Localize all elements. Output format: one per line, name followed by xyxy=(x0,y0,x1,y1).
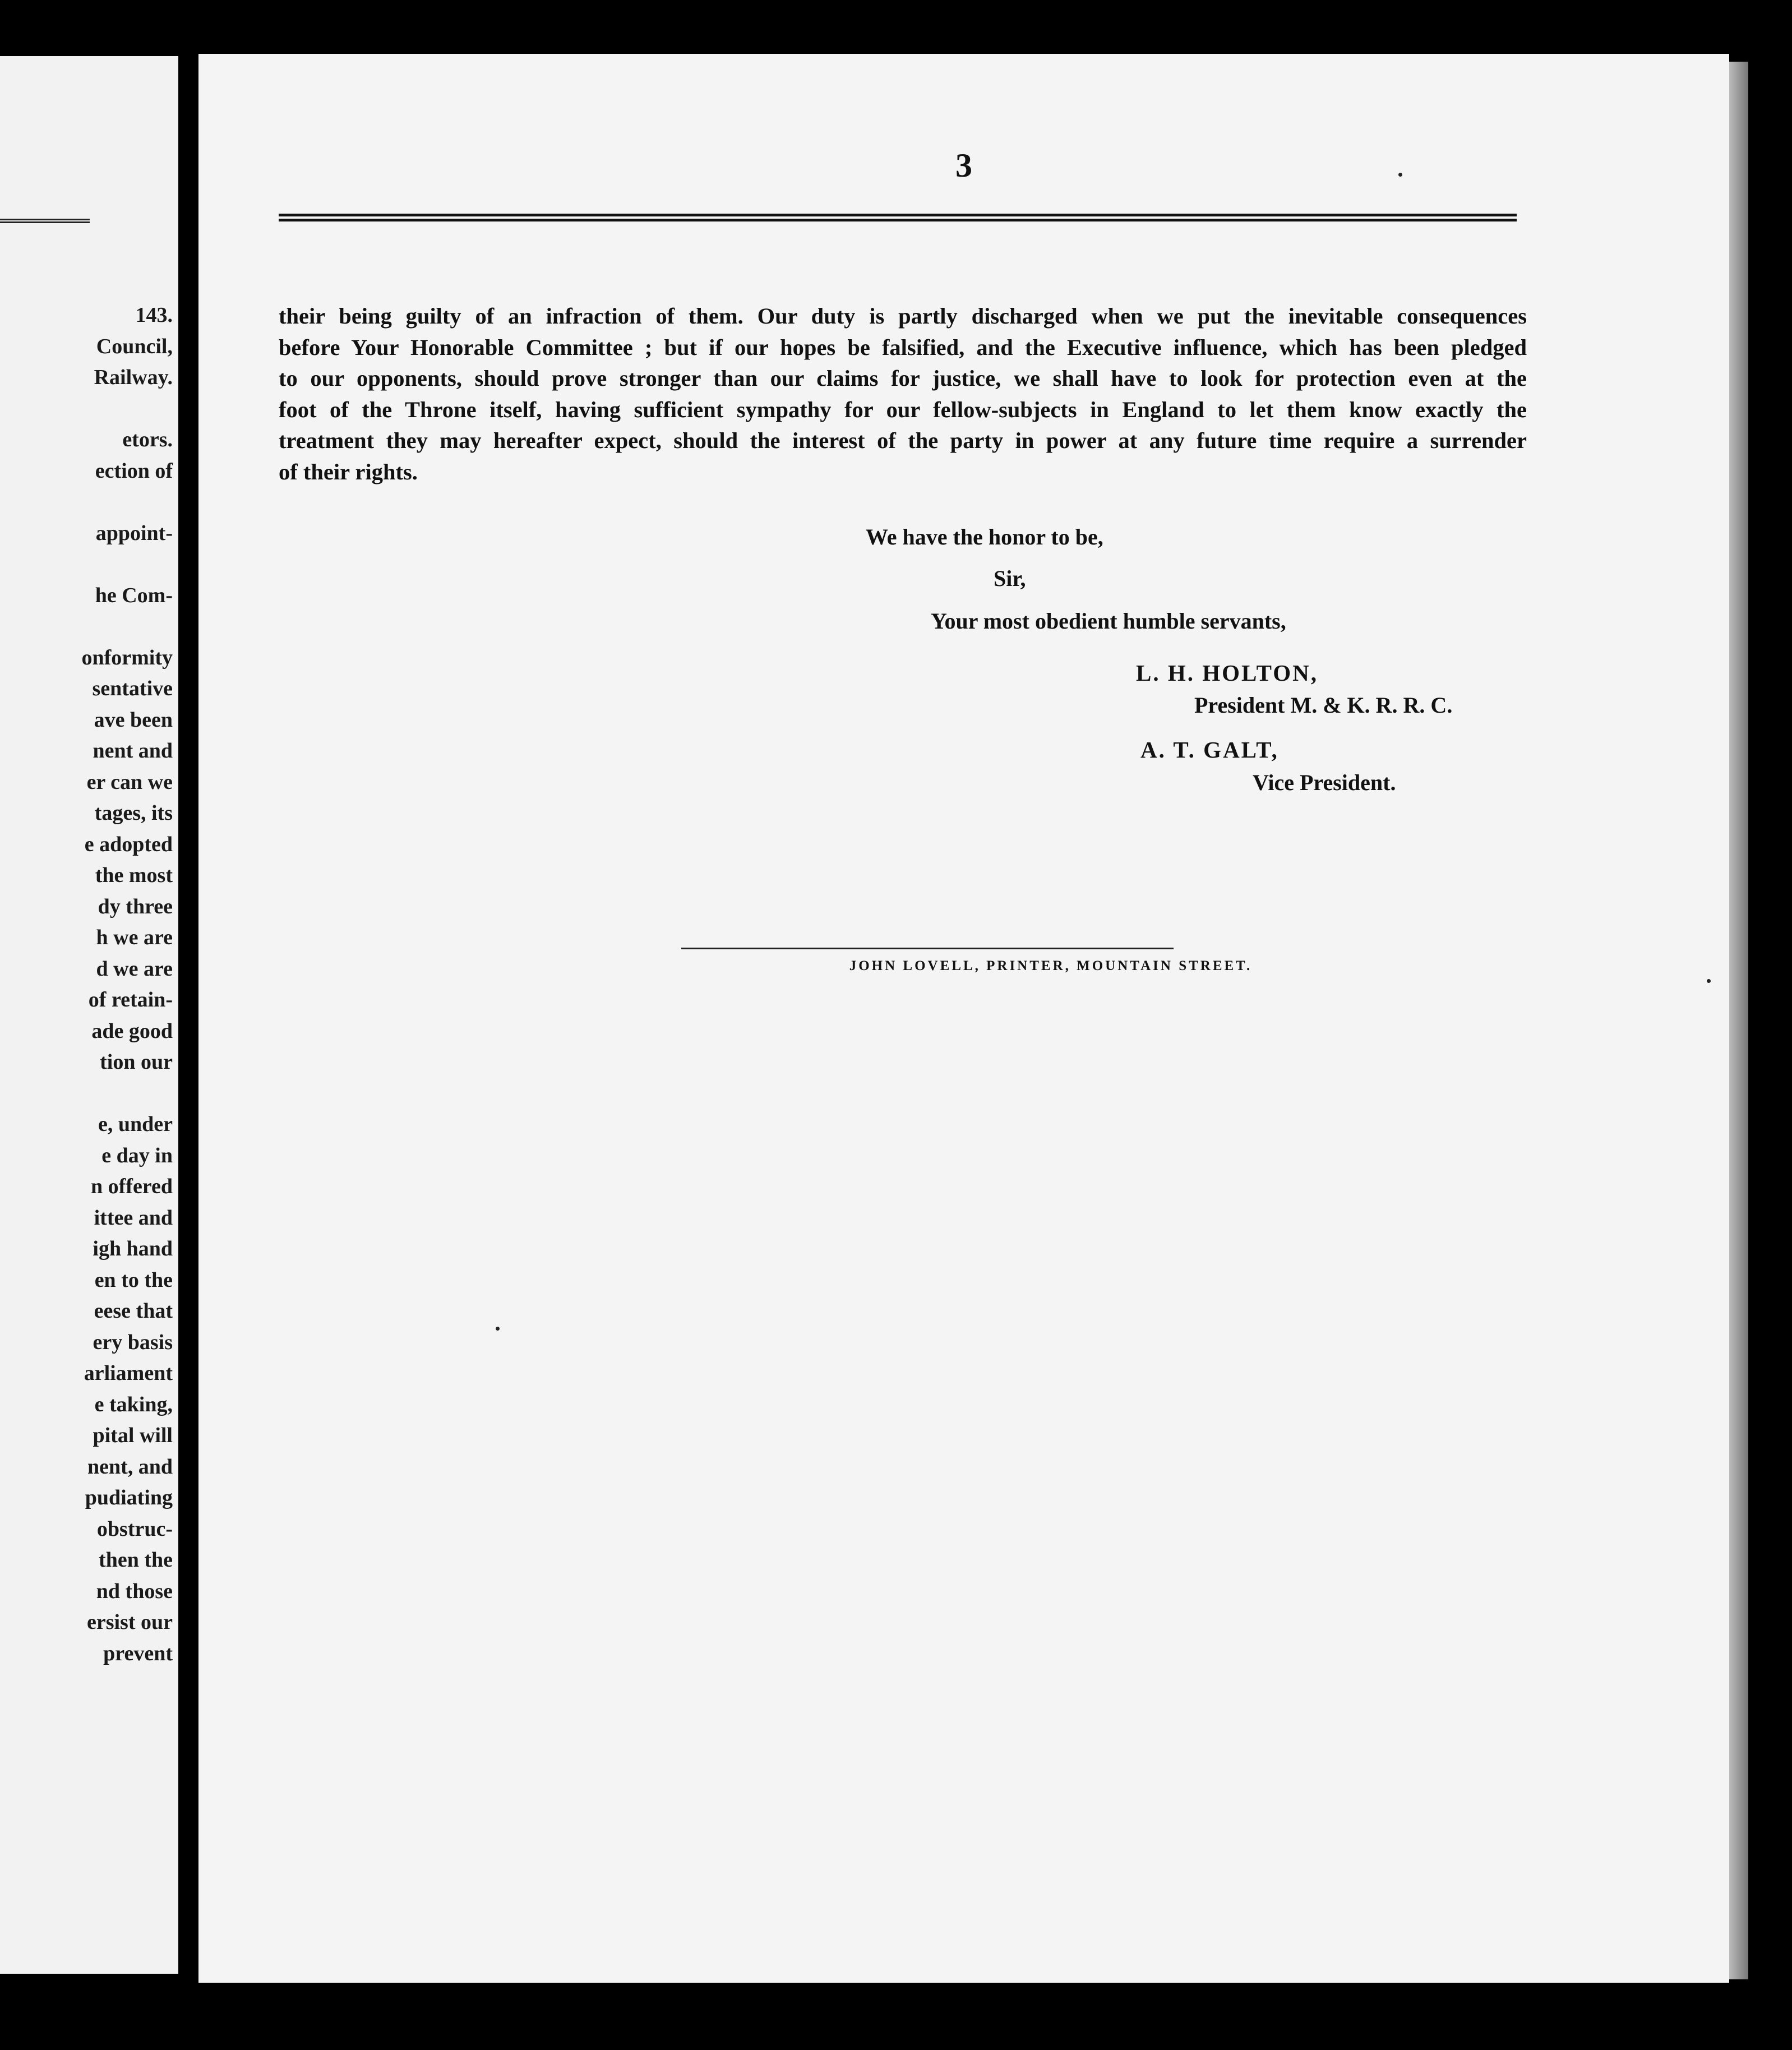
left-page-line: sentative xyxy=(92,677,173,700)
left-page-line: d we are xyxy=(96,957,173,981)
main-page xyxy=(198,54,1729,1983)
page-edge xyxy=(1729,62,1748,1979)
left-page-line: he Com- xyxy=(95,583,173,607)
left-page-line xyxy=(4,1078,173,1110)
left-page-line: er can we xyxy=(86,770,173,794)
paragraph-line: foot of the Throne itself, having sufficient sympathy for our fellow-subjects in England to let them know exactly the xyxy=(279,396,1527,422)
closing-salutation: Sir, xyxy=(994,566,1026,591)
closing-line-1: We have the honor to be, xyxy=(866,524,1103,550)
printer-rule xyxy=(681,948,1174,949)
paragraph-line: their being guilty of an infraction of them. Our duty is partly discharged when we put the inevitable consequences xyxy=(279,303,1527,329)
letter-paragraph xyxy=(279,301,1527,487)
left-page-line: pudiating xyxy=(85,1486,173,1509)
left-page-line: the most xyxy=(95,864,173,887)
paragraph-line: of their rights. xyxy=(279,459,418,484)
left-page-line: ade good xyxy=(91,1019,173,1043)
left-page-line: ersist our xyxy=(86,1610,173,1634)
left-page-line: pital will xyxy=(93,1424,173,1447)
left-page-line: prevent xyxy=(103,1641,173,1665)
page-number: 3 xyxy=(955,147,972,184)
left-page-line: n offered xyxy=(91,1175,173,1198)
left-page-line: onformity xyxy=(81,645,173,670)
left-page-line: e adopted xyxy=(84,832,173,856)
left-page-line: etors. xyxy=(122,428,173,451)
paragraph-line: treatment they may hereafter expect, should the interest of the party in power at any future time require a surrender xyxy=(279,428,1527,453)
signatory-name: L. H. HOLTON, xyxy=(1136,660,1318,686)
left-page-line: ery basis xyxy=(93,1330,173,1354)
left-page-line xyxy=(4,549,173,580)
signatory-title: Vice President. xyxy=(1253,770,1396,795)
left-page-line: dy three xyxy=(98,894,173,918)
printer-imprint: JOHN LOVELL, PRINTER, MOUNTAIN STREET. xyxy=(849,958,1253,973)
paragraph-line: before Your Honorable Committee ; but if our hopes be falsified, and the Executive influence, which has been pledged xyxy=(279,334,1527,360)
header-rule xyxy=(279,214,1517,221)
left-page-line: tages, its xyxy=(94,801,173,825)
book-gutter xyxy=(178,0,198,2050)
left-page-line: 143. xyxy=(135,303,173,327)
speck-mark xyxy=(496,1327,500,1331)
closing-line-3: Your most obedient humble servants, xyxy=(931,608,1286,634)
left-page-line: eese that xyxy=(94,1299,173,1323)
left-page-line: Council, xyxy=(96,334,173,358)
left-page-line: Railway. xyxy=(94,366,173,389)
left-page-line: e taking, xyxy=(94,1392,173,1416)
paragraph-line: to our opponents, should prove stronger than our claims for justice, we shall have to look for protection even at the xyxy=(279,366,1527,391)
left-page-line: e day in xyxy=(101,1143,173,1167)
left-page-line xyxy=(4,394,173,425)
left-page-line: igh hand xyxy=(93,1237,173,1261)
left-page-line: then the xyxy=(99,1548,173,1572)
left-page-line: ittee and xyxy=(94,1206,173,1230)
speck-mark xyxy=(1398,173,1402,177)
left-page-line xyxy=(4,611,173,643)
left-page-line: ection of xyxy=(95,459,173,483)
left-page-line: arliament xyxy=(84,1361,173,1385)
left-page-rule xyxy=(0,219,90,223)
left-page-line: ave been xyxy=(94,708,173,732)
signatory-title: President M. & K. R. R. C. xyxy=(1194,692,1453,718)
signatory-name: A. T. GALT, xyxy=(1140,737,1279,763)
left-page-line: h we are xyxy=(96,926,173,949)
left-page-line: nd those xyxy=(96,1579,173,1603)
left-page-line xyxy=(4,487,173,518)
left-page-line: tion our xyxy=(100,1050,173,1074)
left-page-line: en to the xyxy=(94,1268,173,1292)
left-page-line: nent and xyxy=(93,739,173,763)
left-page-line: nent, and xyxy=(87,1455,173,1479)
left-page-text xyxy=(4,300,173,1669)
speck-mark xyxy=(1707,979,1711,983)
left-page-line: e, under xyxy=(98,1112,173,1136)
left-page-line: appoint- xyxy=(95,521,173,545)
left-page-line: of retain- xyxy=(88,988,173,1012)
left-page-line: obstruc- xyxy=(96,1517,173,1541)
left-page-fragment xyxy=(0,56,178,1974)
